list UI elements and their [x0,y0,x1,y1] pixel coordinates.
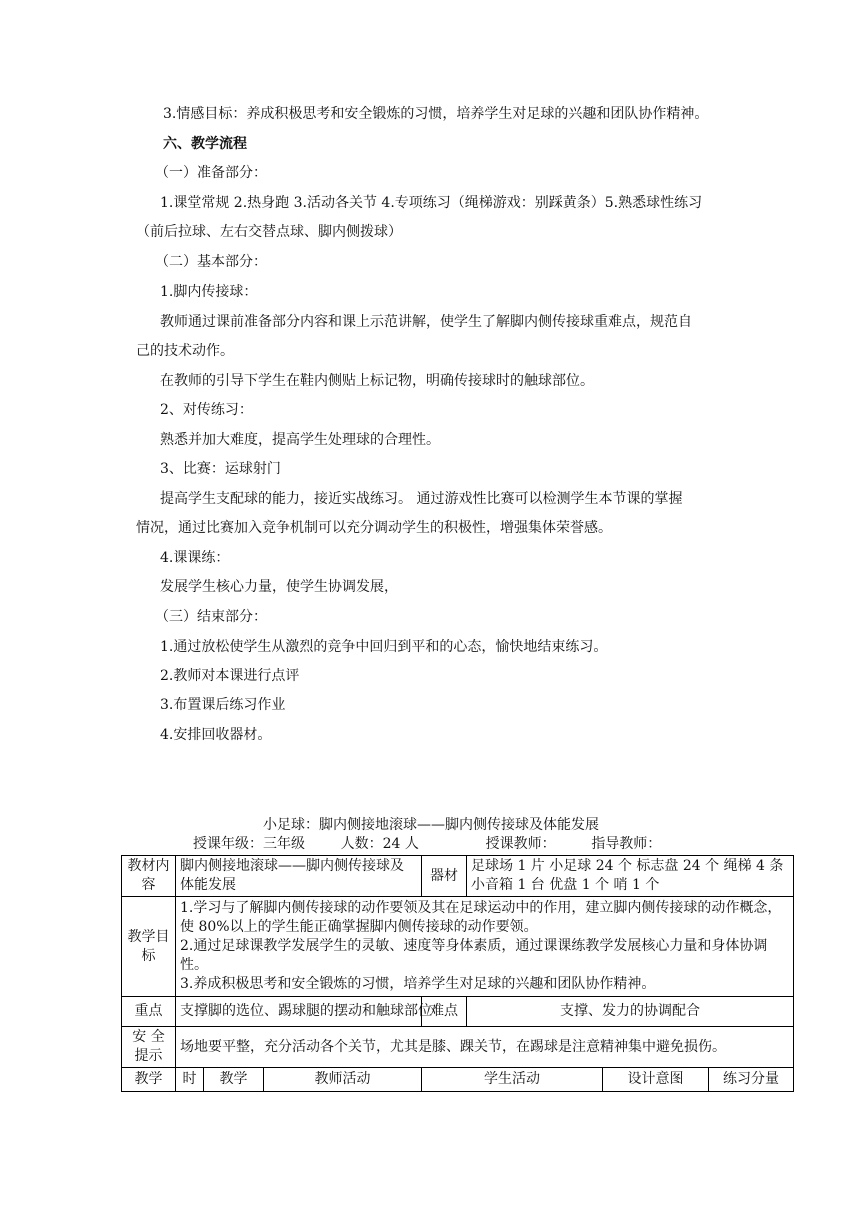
item3-title: 3、比赛：运球射门 [160,461,281,477]
goals-label: 教学目标 [122,897,176,997]
safety-label: 安 全 提示 [122,1027,176,1068]
header-row [122,1068,794,1092]
header-cell: 教学 [204,1068,264,1092]
basic-heading: （二）基本部分： [155,254,267,270]
end-item-4: 4.安排回收器材。 [160,727,272,743]
section-heading: 六、教学流程 [163,136,247,152]
item1-paragraph-line1: 教师通过课前准备部分内容和课上示范讲解，使学生了解脚内侧传接球重难点，规范自 [160,314,692,330]
lesson-plan-title: 小足球：脚内侧接地滚球——脚内侧传接球及体能发展 [263,817,599,833]
item1-paragraph2: 在教师的引导下学生在鞋内侧贴上标记物，明确传接球时的触球部位。 [160,373,594,389]
lesson-plan-subtitle: 授课年级：三年级 人数：24 人 授课教师： 指导教师： [193,836,662,852]
keypoint-label: 重点 [122,997,176,1027]
item1-title: 1.脚内传接球： [160,284,258,300]
item2-paragraph: 熟悉并加大难度，提高学生处理球的合理性。 [160,432,440,448]
prep-items-line2: （前后拉球、左右交替点球、脚内侧拨球） [136,224,402,240]
goal-3: 3.养成积极思考和安全锻炼的习惯，培养学生对足球的兴趣和团队协作精神。 [180,976,656,992]
header-cell: 学生活动 [422,1068,603,1092]
header-cell: 时 [176,1068,204,1092]
equipment-value: 足球场 1 片 小足球 24 个 标志盘 24 个 绳梯 4 条 小音箱 1 台 优盘 1 个 哨 1 个 [467,856,794,897]
item2-title: 2、对传练习： [160,402,253,418]
content-label: 教材内容 [122,856,176,897]
header-cell: 教学 [122,1068,176,1092]
goals-row [122,897,794,997]
keypoint-value: 支撑脚的选位、踢球腿的摆动和触球部位 [176,997,422,1027]
end-heading: （三）结束部分： [155,609,267,625]
header-cell: 练习分量 [709,1068,794,1092]
difficulty-label: 难点 [422,997,467,1027]
end-item-2: 2.教师对本课进行点评 [160,668,300,684]
prep-items-line1: 1.课堂常规 2.热身跑 3.活动各关节 4.专项练习（绳梯游戏：别踩黄条）5.熟悉球性练习 [160,195,703,211]
equipment-label: 器材 [422,856,467,897]
header-cell: 设计意图 [603,1068,709,1092]
content-row [122,856,794,897]
goal-1: 1.学习与了解脚内侧传接球的动作要领及其在足球运动中的作用，建立脚内侧传接球的动作概念，使 80%以上的学生能正确掌握脚内侧传接球的动作要领。 [180,900,782,935]
goal-2: 2.通过足球课教学发展学生的灵敏、速度等身体素质，通过课课练教学发展核心力量和身体协调性。 [180,938,768,973]
end-item-1: 1.通过放松使学生从激烈的竞争中回归到平和的心态，愉快地结束练习。 [160,639,608,655]
item4-title: 4.课课练： [160,550,230,566]
end-item-3: 3.布置课后练习作业 [160,697,286,713]
content-value: 脚内侧接地滚球——脚内侧传接球及体能发展 [176,856,422,897]
safety-row [122,1027,794,1068]
lesson-plan-table [121,855,794,1092]
item4-paragraph: 发展学生核心力量，使学生协调发展， [160,579,398,595]
safety-value: 场地要平整，充分活动各个关节，尤其是膝、踝关节，在踢球是注意精神集中避免损伤。 [176,1027,794,1068]
difficulty-value: 支撑、发力的协调配合 [467,997,794,1027]
prep-heading: （一）准备部分： [155,165,267,181]
keypoint-row [122,997,794,1027]
item3-paragraph-line2: 情况，通过比赛加入竞争机制可以充分调动学生的积极性，增强集体荣誉感。 [136,520,612,536]
item1-paragraph-line2: 己的技术动作。 [136,343,234,359]
header-cell: 教师活动 [264,1068,422,1092]
goal-3-text: 3.情感目标：养成积极思考和安全锻炼的习惯，培养学生对足球的兴趣和团队协作精神。 [163,106,709,122]
item3-paragraph-line1: 提高学生支配球的能力，接近实战练习。 通过游戏性比赛可以检测学生本节课的掌握 [160,491,683,507]
